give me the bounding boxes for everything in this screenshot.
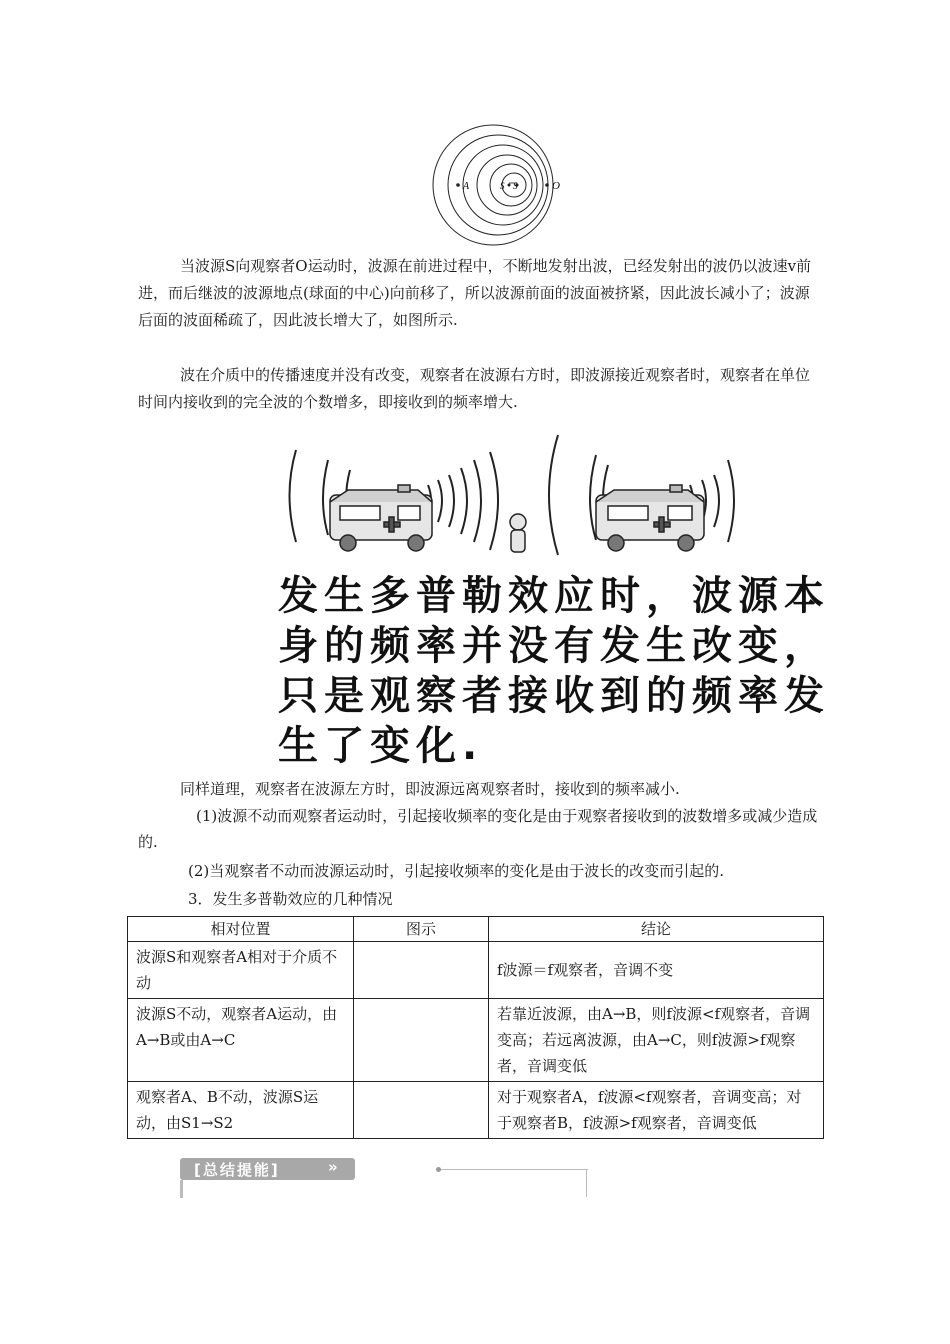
handwritten-note [278,565,830,775]
paragraph-wave-compression: 当波源S向观察者O运动时，波源在前进过程中，不断地发射出波，已经发射出的波仍以波速v前进，而后继波的波源地点(球面的中心)向前移了，所以波源前面的波面被挤紧，因此波长减小了；波源后面的波面稀疏了，因此波长增大了，如图所示. [138,257,812,329]
doppler-wavefront-figure [425,122,565,252]
label-s1: S [500,181,505,191]
summary-banner [180,1158,590,1203]
header-figure: 图示 [354,917,489,942]
cell-figure [354,1082,489,1139]
label-a: A [463,181,470,192]
table-row [128,942,824,999]
handwritten-line-2: 身的频率并没有发生改变， [278,623,830,669]
ambulance-illustration [278,430,738,560]
header-conclusion: 结论 [489,917,824,942]
cell-position: 观察者A、B不动，波源S运动，由S1→S2 [128,1082,354,1139]
paragraph-frequency-decrease: 同样道理，观察者在波源左方时，即波源远离观察者时，接收到的频率减小. [180,780,680,798]
table-row [128,999,824,1082]
handwritten-line-3: 只是观察者接收到的频率发 [278,673,830,719]
table-header-row [128,917,824,942]
header-position: 相对位置 [128,917,354,942]
label-s2: S [513,181,518,191]
cell-conclusion: 对于观察者A，f波源<f观察者，音调变高；对于观察者B，f波源>f观察者，音调变低 [489,1082,824,1139]
list-item-observer-moving: (1)波源不动而观察者运动时，引起接收频率的变化是由于观察者接收到的波数增多或减少造成的. [138,807,818,851]
paragraph-frequency-increase: 波在介质中的传播速度并没有改变，观察者在波源右方时，即波源接近观察者时，观察者在单位时间内接收到的完全波的个数增多，即接收到的频率增大. [138,366,811,411]
cell-conclusion: f波源＝f观察者，音调不变 [489,942,824,999]
cell-conclusion: 若靠近波源，由A→B，则f波源<f观察者，音调变高；若远离波源，由A→C，则f波源>f观察者，音调变低 [489,999,824,1082]
cell-position: 波源S不动，观察者A运动，由A→B或由A→C [128,999,354,1082]
list-item-source-moving: (2)当观察者不动而波源运动时，引起接收频率的变化是由于波长的改变而引起的. [188,862,725,880]
cell-position: 波源S和观察者A相对于介质不动 [128,942,354,999]
summary-banner-label: [总结提能] [194,1161,280,1179]
doppler-cases-table [127,916,824,1139]
cell-figure [354,942,489,999]
cell-figure [354,999,489,1082]
table-row [128,1082,824,1139]
double-chevron-icon: » [328,1158,338,1176]
handwritten-line-4: 生了变化. [278,723,484,769]
handwritten-line-1: 发生多普勒效应时，波源本 [278,573,830,619]
section-heading-3: 3．发生多普勒效应的几种情况 [188,890,393,908]
label-o: O [552,180,560,192]
